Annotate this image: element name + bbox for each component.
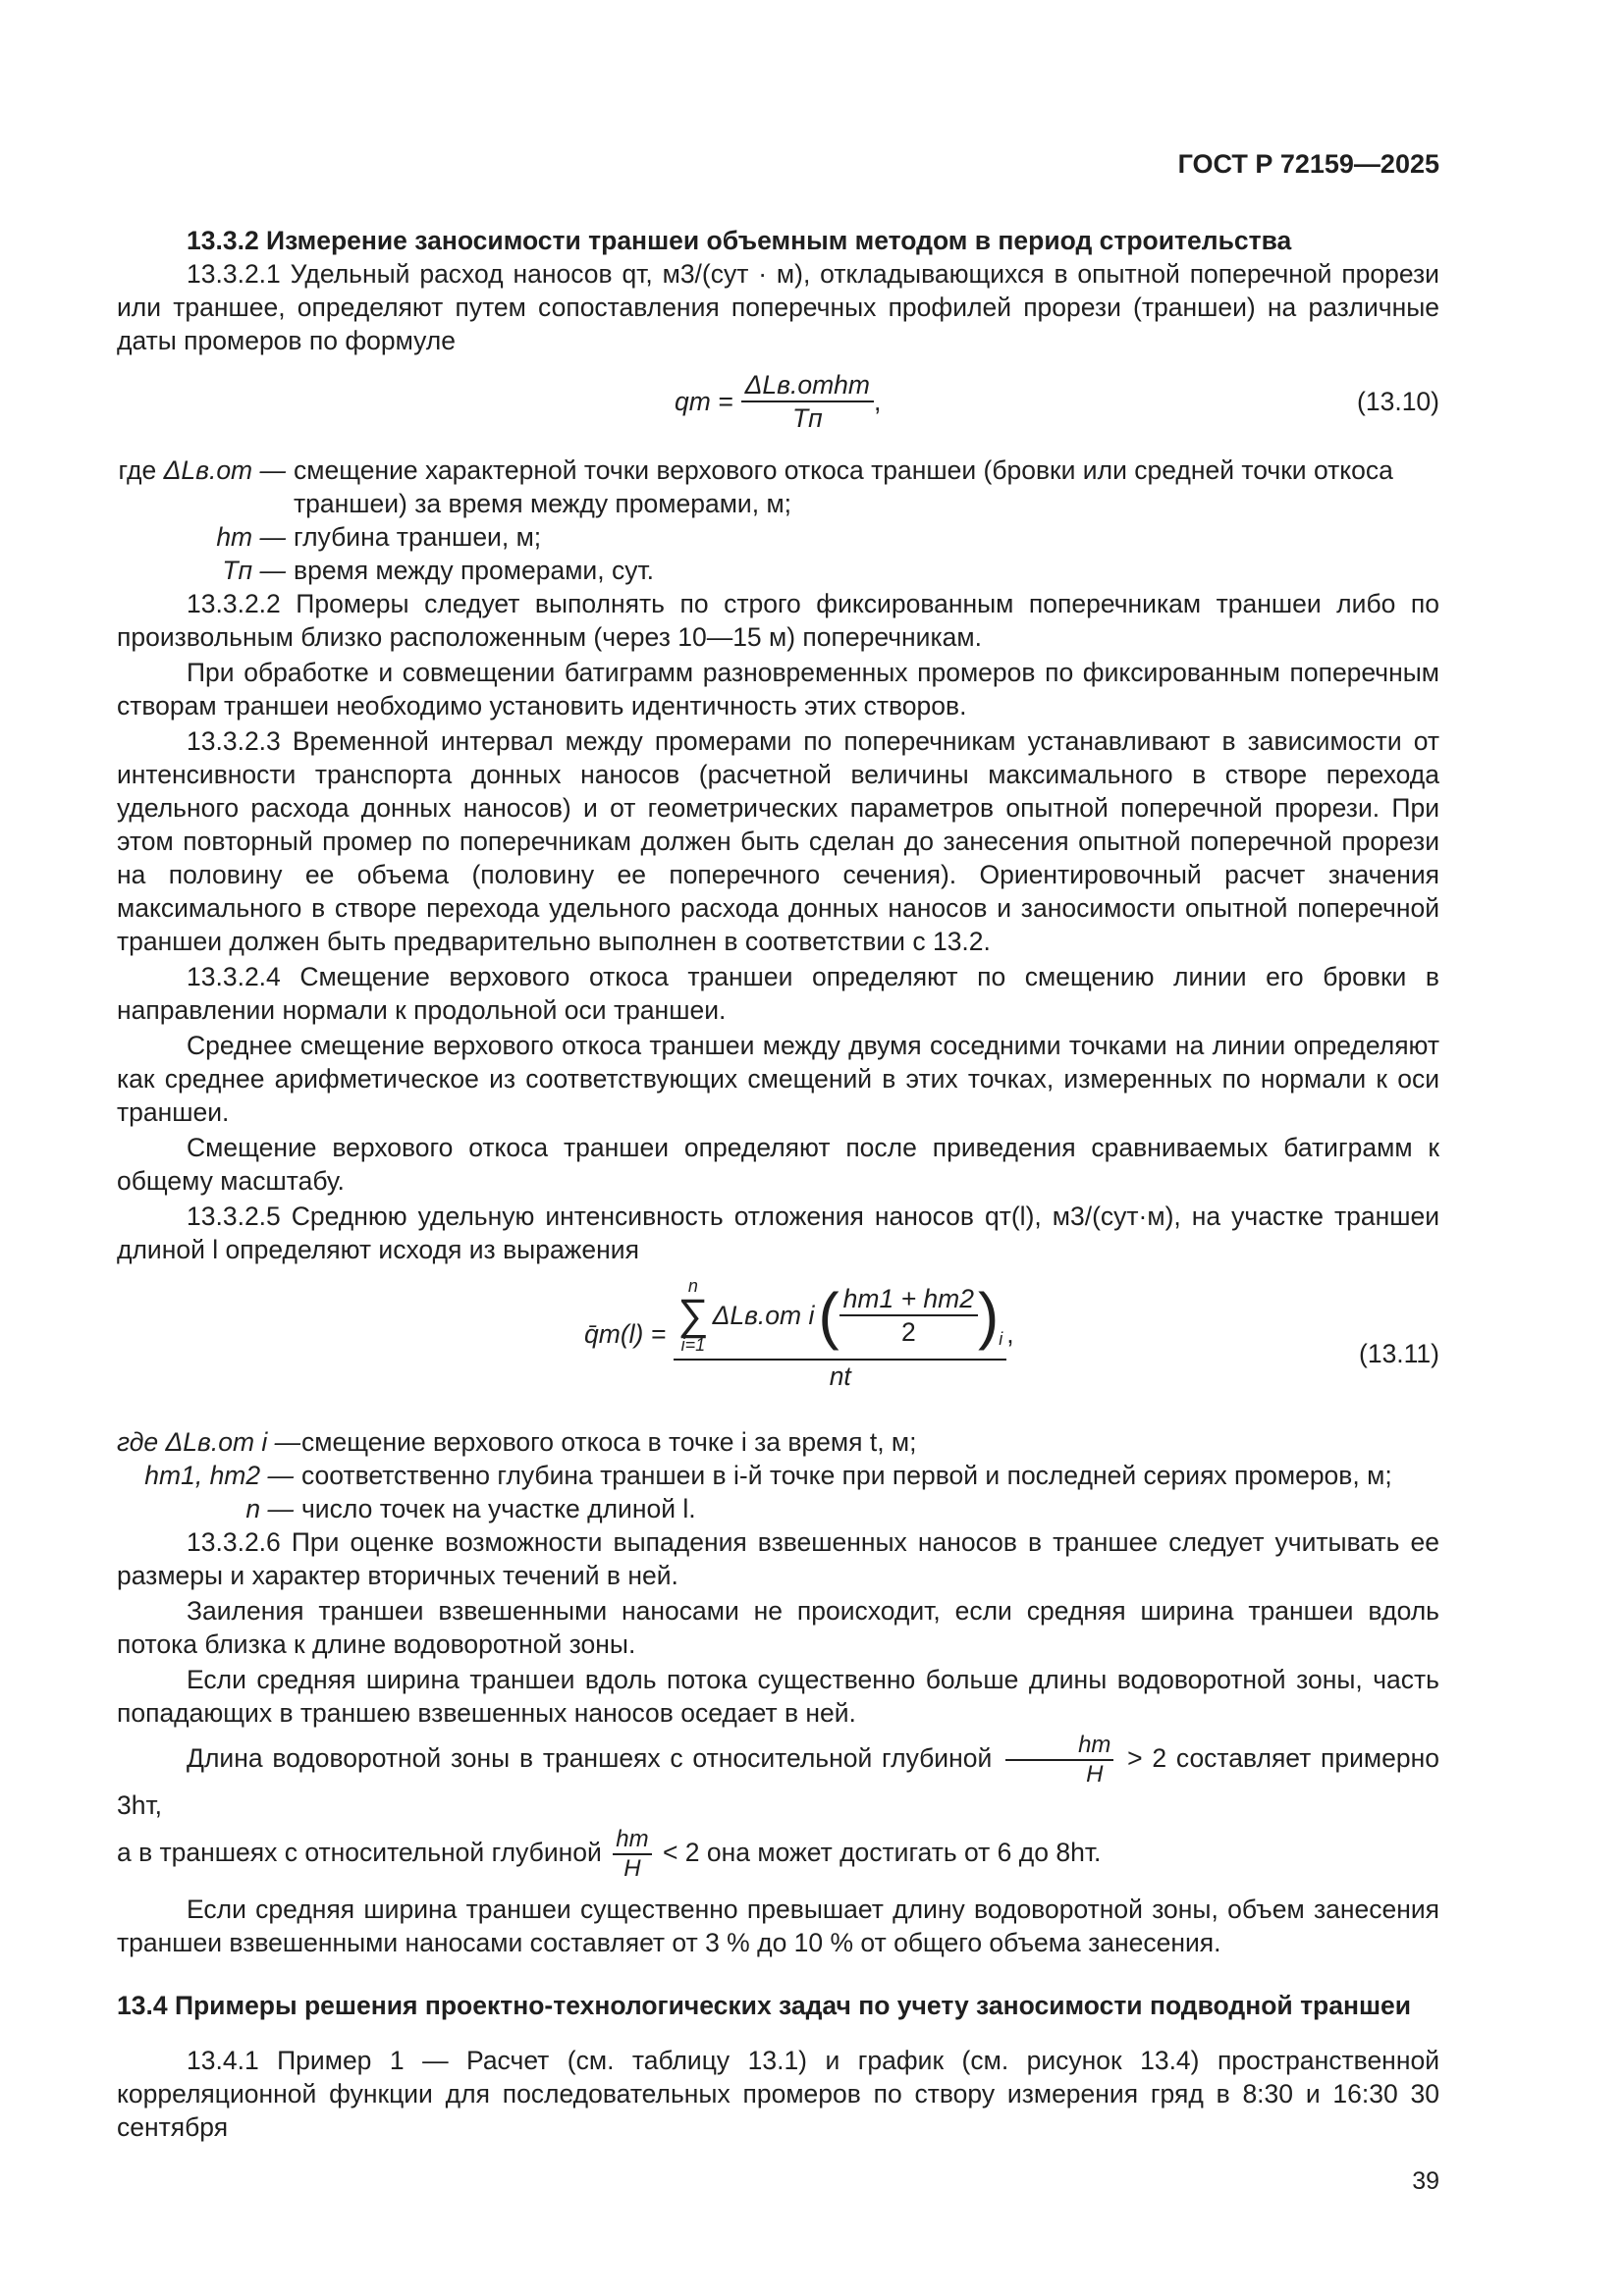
paragraph-13-3-2-3: 13.3.2.3 Временной интервал между промерами по поперечникам устанавливают в зависимости от интенсивности транспорта донных наносов (расчетной величины максимального в створе перехода удельного расхода донных наносов) и от геометрических параметров опытной поперечной прорези. При этом повторный промер по поперечникам должен быть сделан до занесения опытной поперечной прорези на половину ее объема (половину ее поперечного сечения). Ориентировочный расчет значения максимального в створе перехода удельного расхода донных наносов и заносимости опытной поперечной траншеи должен быть предварительно выполнен в соответствии с 13.2. — [117, 726, 1439, 956]
paragraph: Среднее смещение верхового откоса траншеи между двумя соседними точками на линии определяют как среднее арифметическое из соответствующих смещений в этих точках, измеренных по нормали к оси траншеи. — [117, 1031, 1439, 1127]
paragraph-13-4-1: 13.4.1 Пример 1 — Расчет (см. таблицу 13.1) и график (см. рисунок 13.4) пространственной корреляционной функции для последовательных промеров по створу измерения гряд в 8:30 и 16:30 30 сентября — [117, 2046, 1439, 2142]
definition-term: где ΔLв.от i — — [117, 1427, 301, 1457]
definition-row — [117, 1425, 1439, 1459]
summation-lower: i=1 — [680, 1335, 706, 1355]
sigma-symbol: ∑ — [677, 1291, 709, 1339]
paragraph: Если средняя ширина траншеи существенно превышает длину водоворотной зоны, объем занесения траншеи взвешенными наносами составляет от 3 % до 10 % от общего объема занесения. — [117, 1895, 1439, 1957]
section-heading-13-4: 13.4 Примеры решения проектно-технологических задач по учету заносимости подводной траншеи — [117, 1991, 1412, 2020]
fraction-numerator: hт — [613, 1826, 651, 1855]
section-heading-13-3-2: 13.3.2 Измерение заносимости траншеи объемным методом в период строительства — [187, 226, 1292, 255]
formula-13-10-numerator: ΔLв.отhт — [741, 369, 874, 402]
formula-13-11-number: (13.11) — [1359, 1339, 1439, 1368]
formula-13-11-denominator: nt — [829, 1362, 851, 1391]
paragraph-eddy-length-shallow — [117, 1826, 1439, 1883]
fraction-numerator: hт — [1005, 1732, 1113, 1761]
formula-13-10-fraction — [741, 369, 874, 434]
inner-fraction — [839, 1283, 978, 1348]
definition-term: ΔLв.от — — [163, 455, 286, 485]
where-label: где — [118, 455, 157, 485]
formula-13-11-fraction — [674, 1276, 1006, 1392]
definition-text: глубина траншеи, м; — [294, 522, 542, 552]
definition-row — [117, 554, 1439, 587]
paragraph-eddy-length-deep — [117, 1732, 1439, 1822]
formula-13-10-lhs: qт = — [675, 387, 733, 416]
summation-sign — [677, 1276, 708, 1355]
formula-13-11-term: ΔLв.от i — [712, 1301, 815, 1330]
definition-row — [117, 520, 1439, 554]
formula-13-11-lhs: q̄т(l) = — [584, 1319, 667, 1349]
definition-text: число точек на участке длиной l. — [301, 1494, 696, 1523]
formula-13-11 — [117, 1268, 1439, 1425]
paragraph: При обработке и совмещении батиграмм разновременных промеров по фиксированным поперечным створам траншеи необходимо установить идентичность этих створов. — [117, 658, 1439, 721]
inner-numerator: hт1 + hт2 — [839, 1283, 978, 1316]
definition-row — [117, 454, 1439, 520]
paragraph: Заиления траншеи взвешенными наносами не происходит, если средняя ширина траншеи вдоль потока близка к длине водоворотной зоны. — [117, 1596, 1439, 1659]
relative-depth-fraction — [1005, 1732, 1113, 1789]
definition-row — [117, 1459, 1439, 1492]
paragraph-13-3-2-1: 13.3.2.1 Удельный расход наносов qт, м3/(сут · м), откладывающихся в опытной поперечной прорези или траншее, определяют путем сопоставления поперечных профилей прорези (траншеи) на различные даты промеров по формуле — [117, 259, 1439, 355]
relative-depth-fraction — [613, 1826, 651, 1883]
formula-13-11-comma: , — [1006, 1319, 1014, 1349]
definition-text: соответственно глубина траншеи в i-й точке при первой и последней сериях промеров, м; — [301, 1461, 1392, 1490]
document-body — [117, 224, 1439, 2146]
paragraph-13-3-2-5: 13.3.2.5 Среднюю удельную интенсивность отложения наносов qт(l), м3/(сут·м), на участке траншеи длиной l определяют исходя из выражения — [117, 1201, 1439, 1264]
definition-term: n — — [245, 1494, 294, 1523]
fraction-denominator: H — [1086, 1761, 1104, 1788]
formula-13-10-comma: , — [874, 387, 882, 416]
text-run: < 2 она может достигать от 6 до 8hт. — [662, 1838, 1102, 1867]
paragraph: Если средняя ширина траншеи вдоль потока существенно больше длины водоворотной зоны, часть попадающих в траншею взвешенных наносов оседает в ней. — [117, 1665, 1439, 1728]
definition-term: hт — — [216, 522, 286, 552]
formula-13-10-denominator: Tп — [791, 403, 823, 433]
paragraph-13-3-2-2: 13.3.2.2 Промеры следует выполнять по строго фиксированным поперечникам траншеи либо по произвольным близко расположенным (через 10—15 м) поперечникам. — [117, 589, 1439, 652]
text-run: Длина водоворотной зоны в траншеях с относительной глубиной — [187, 1743, 993, 1773]
definition-term: hт1, hт2 — — [144, 1461, 294, 1490]
page-number: 39 — [1412, 2167, 1439, 2195]
definition-term: Tп — — [222, 556, 286, 585]
formula-13-10-number: (13.10) — [1357, 387, 1439, 416]
inner-denominator: 2 — [900, 1317, 916, 1347]
text-run: > 2 составляет примерно 3hт, — [117, 1743, 1439, 1820]
left-paren: ( — [818, 1280, 839, 1351]
paragraph-13-3-2-6: 13.3.2.6 При оценке возможности выпадения взвешенных наносов в траншее следует учитывать ее размеры и характер вторичных течений в ней. — [117, 1527, 1439, 1590]
document-id-header: ГОСТ Р 72159—2025 — [1177, 149, 1439, 179]
paragraph-13-3-2-4: 13.3.2.4 Смещение верхового откоса траншеи определяют по смещению линии его бровки в направлении нормали к продольной оси траншеи. — [117, 962, 1439, 1025]
paragraph: Смещение верхового откоса траншеи определяют после приведения сравниваемых батиграмм к общему масштабу. — [117, 1133, 1439, 1196]
summation-upper: n — [687, 1276, 698, 1296]
fraction-denominator: H — [623, 1855, 641, 1882]
definition-text: смещение верхового откоса в точке i за время t, м; — [301, 1427, 917, 1457]
right-paren: ) — [977, 1280, 1000, 1351]
definition-text: смещение характерной точки верхового откоса траншеи (бровки или средней точки откоса траншеи) за время между промерами, м; — [294, 455, 1393, 518]
text-run: а в траншеях с относительной глубиной — [117, 1838, 602, 1867]
definition-text: время между промерами, сут. — [294, 556, 655, 585]
paren-subscript: i — [999, 1329, 1003, 1349]
formula-13-10 — [117, 359, 1439, 454]
definition-row — [117, 1492, 1439, 1525]
formula-13-11-numerator — [674, 1276, 1006, 1361]
